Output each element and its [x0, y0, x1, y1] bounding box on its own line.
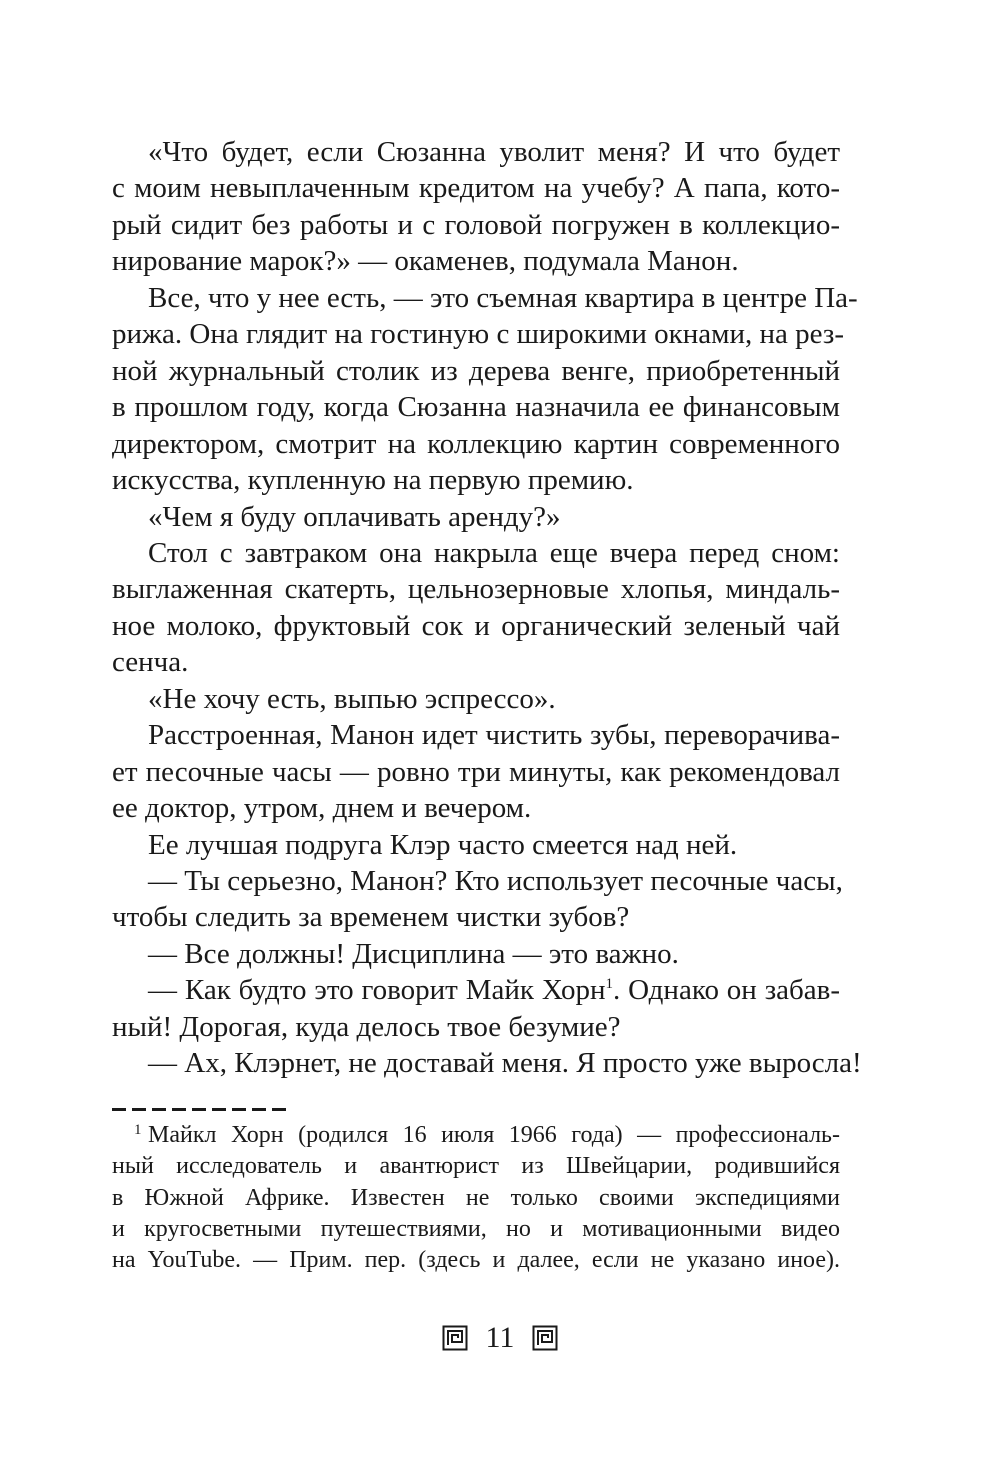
footnote-line: 1 Майкл Хорн (родился 16 июля 1966 года) — профессиональ-	[134, 1122, 840, 1148]
text-line: Все, что у нее есть, — это съемная квартира в центре Па-	[148, 282, 858, 314]
text-line: сенча.	[112, 646, 189, 678]
page-folio	[0, 1320, 1000, 1356]
text-line: рый сидит без работы и с головой погружен в коллекцио-	[112, 209, 840, 241]
greek-key-icon	[532, 1325, 558, 1351]
text-line: «Не хочу есть, выпью эспрессо».	[148, 683, 556, 715]
text-line: ное молоко, фруктовый сок и органический зеленый чай	[112, 610, 840, 642]
footnote-line: и кругосветными путешествиями, но и мотивационными видео	[112, 1216, 840, 1242]
text-line: ный! Дорогая, куда делось твое безумие?	[112, 1011, 621, 1043]
footnote-reference: 1	[605, 976, 613, 992]
text-line: искусства, купленную на первую премию.	[112, 464, 634, 496]
page-number: 11	[485, 1321, 515, 1354]
text-line: нирование марок?» — окаменев, подумала Манон.	[112, 245, 739, 277]
text-line: — Как будто это говорит Майк Хорн$^1$. Однако он забав-	[148, 974, 840, 1006]
text-line: рижа. Она глядит на гостиную с широкими окнами, на рез-	[112, 318, 845, 350]
text-line: с моим невыплаченным кредитом на учебу? А папа, кото-	[112, 172, 840, 204]
footnote-line: в Южной Африке. Известен не только своими экспедициями	[112, 1185, 840, 1211]
footnote-separator	[112, 1108, 292, 1111]
text-line: ет песочные часы — ровно три минуты, как рекомендовал	[112, 756, 840, 788]
text-line: — Ты серьезно, Манон? Кто использует песочные часы,	[148, 865, 843, 897]
text-line: директором, смотрит на коллекцию картин современного	[112, 428, 840, 460]
footnote-line: на YouTube. — Прим. пер. (здесь и далее, если не указано иное).	[112, 1247, 840, 1273]
text-line: ее доктор, утром, днем и вечером.	[112, 792, 532, 824]
text-line: «Чем я буду оплачивать аренду?»	[148, 501, 561, 533]
text-line: Стол с завтраком она накрыла еще вчера перед сном:	[148, 537, 840, 569]
text-line: Ее лучшая подруга Клэр часто смеется над ней.	[148, 829, 738, 861]
footnote-line: ный исследователь и авантюрист из Швейцарии, родившийся	[112, 1153, 840, 1179]
greek-key-icon	[442, 1325, 468, 1351]
text-line: чтобы следить за временем чистки зубов?	[112, 901, 630, 933]
text-line: — Ах, Клэрнет, не доставай меня. Я просто уже выросла!	[148, 1047, 862, 1079]
text-line: Расстроенная, Манон идет чистить зубы, переворачива-	[148, 719, 840, 751]
text-line: в прошлом году, когда Сюзанна назначила ее финансовым	[112, 391, 840, 423]
text-line: «Что будет, если Сюзанна уволит меня? И что будет	[148, 136, 840, 168]
text-line: ной журнальный столик из дерева венге, приобретенный	[112, 355, 840, 387]
text-line: — Все должны! Дисциплина — это важно.	[148, 938, 679, 970]
text-line: выглаженная скатерть, цельнозерновые хлопья, миндаль-	[112, 573, 840, 605]
